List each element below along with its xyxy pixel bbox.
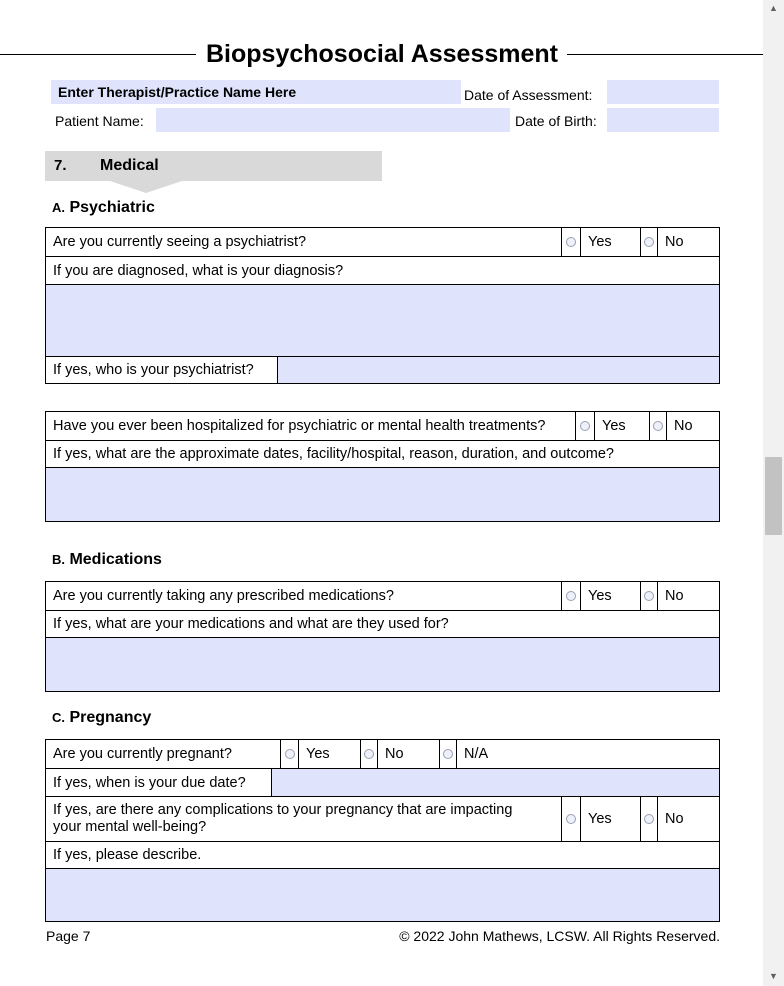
radio-no-seeing[interactable] [640,228,657,256]
question-pregnant: Are you currently pregnant? [53,746,232,762]
radio-no-pregnant[interactable] [360,740,377,768]
table-row [46,868,719,921]
label-no: No [657,797,719,841]
radio-yes-medications[interactable] [561,582,580,610]
table-row [46,841,719,868]
table-row [46,740,719,768]
question-hospital-details: If yes, what are the approximate dates, facility/hospital, reason, duration, and outcome? [53,446,614,462]
psychiatric-table-1 [45,227,720,384]
table-row [46,796,719,841]
date-of-assessment-label: Date of Assessment: [464,87,593,103]
radio-no-hospitalized[interactable] [649,412,666,440]
practice-name-field[interactable] [51,80,461,104]
medications-title: Medications [69,551,162,568]
psychiatric-heading [52,198,155,218]
radio-circle-icon [580,421,590,431]
pregnancy-letter: C. [52,710,65,725]
table-row [46,467,719,521]
label-no: No [377,740,439,768]
radio-circle-icon [566,237,576,247]
medications-table [45,581,720,692]
section-banner [45,151,382,181]
question-diagnosis: If you are diagnosed, what is your diagnosis? [53,262,344,279]
question-taking-medications: Are you currently taking any prescribed medications? [53,588,394,604]
due-date-field[interactable] [271,769,719,796]
section-banner-tip [110,181,182,193]
table-row [46,356,719,383]
page-title: Biopsychosocial Assessment [206,40,558,68]
copyright-notice: © 2022 John Mathews, LCSW. All Rights Reserved. [399,928,720,944]
medications-answer-field[interactable] [46,638,719,691]
question-complications: If yes, are there any complications to your pregnancy that are impacting your mental well-being? [53,802,513,835]
table-row [46,768,719,796]
table-row [46,610,719,637]
date-of-birth-label: Date of Birth: [515,113,597,129]
question-seeing-psychiatrist: Are you currently seeing a psychiatrist? [53,234,307,250]
radio-circle-icon [644,237,654,247]
describe-answer-field[interactable] [46,869,719,921]
radio-no-complications[interactable] [640,797,657,841]
scrollbar-thumb[interactable] [765,457,782,535]
radio-na-pregnant[interactable] [439,740,456,768]
table-row [46,412,719,440]
table-row [46,228,719,256]
radio-circle-icon [285,749,295,759]
label-na: N/A [456,740,719,768]
psychiatrist-name-field[interactable] [277,357,719,383]
radio-yes-hospitalized[interactable] [575,412,594,440]
pregnancy-title: Pregnancy [69,709,152,726]
pregnancy-table [45,739,720,922]
psychiatric-table-2 [45,411,720,522]
radio-circle-icon [644,591,654,601]
label-yes: Yes [298,740,360,768]
label-yes: Yes [580,582,640,610]
pregnancy-heading [52,708,151,728]
diagnosis-answer-field[interactable] [46,285,719,356]
label-no: No [666,412,719,440]
date-of-birth-field[interactable] [607,108,719,132]
psychiatric-letter: A. [52,200,65,215]
question-describe: If yes, please describe. [53,847,202,863]
radio-circle-icon [566,591,576,601]
table-row [46,440,719,467]
section-number: 7. [54,157,67,174]
radio-circle-icon [644,814,654,824]
label-yes: Yes [594,412,649,440]
radio-circle-icon [566,814,576,824]
question-due-date: If yes, when is your due date? [53,774,246,791]
label-yes: Yes [580,228,640,256]
hospital-details-answer-field[interactable] [46,468,719,521]
table-row [46,582,719,610]
label-no: No [657,582,719,610]
table-row [46,256,719,284]
table-row [46,284,719,356]
date-of-assessment-field[interactable] [607,80,719,104]
radio-circle-icon [443,749,453,759]
medications-letter: B. [52,552,65,567]
section-title: Medical [100,157,159,174]
title-rule-right [567,54,763,55]
radio-circle-icon [364,749,374,759]
page-number: Page 7 [46,928,91,944]
scroll-up-arrow-icon[interactable]: ▲ [769,3,778,13]
label-yes: Yes [580,797,640,841]
patient-name-label: Patient Name: [55,113,144,129]
title-rule-left [0,54,196,55]
question-medications-list: If yes, what are your medications and what are they used for? [53,616,449,632]
question-hospitalized: Have you ever been hospitalized for psychiatric or mental health treatments? [53,418,546,434]
radio-yes-pregnant[interactable] [280,740,298,768]
radio-circle-icon [653,421,663,431]
practice-name-placeholder: Enter Therapist/Practice Name Here [58,84,297,100]
patient-name-field[interactable] [156,108,510,132]
label-no: No [657,228,719,256]
psychiatric-title: Psychiatric [69,199,155,216]
table-row [46,637,719,691]
radio-no-medications[interactable] [640,582,657,610]
question-who-psychiatrist: If yes, who is your psychiatrist? [53,362,254,378]
scroll-down-arrow-icon[interactable]: ▼ [769,971,778,981]
medications-heading [52,550,162,570]
radio-yes-complications[interactable] [561,797,580,841]
radio-yes-seeing[interactable] [561,228,580,256]
